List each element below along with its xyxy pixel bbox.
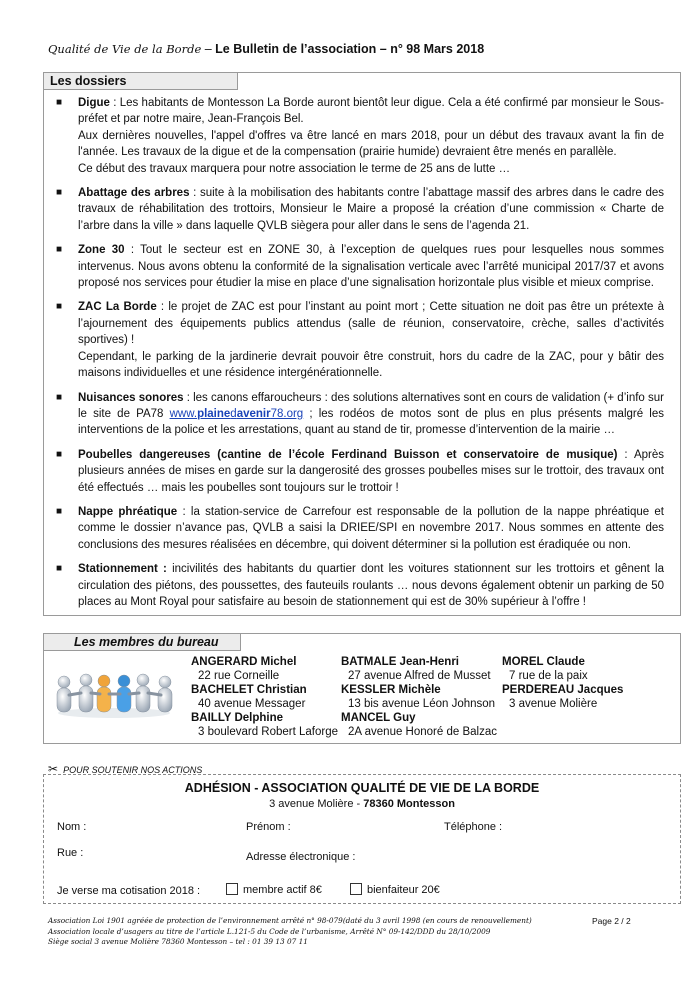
dossier-title: Poubelles dangereuses (cantine de l’école Ferdinand Buisson et conservatoire de musique) xyxy=(78,448,618,461)
membre-actif-option[interactable]: membre actif 8€ xyxy=(226,883,322,896)
bureau-member xyxy=(191,683,307,711)
dossier-text: : Après plusieurs années de mises en garde sur la dangerosité des grosses poubelles mises sur le trottoir, des travaux ont été effectués … mais les poubelles sont toujours sur le trottoir ! xyxy=(78,448,664,494)
dossier-text: : la station-service de Carrefour est responsable de la pollution de la nappe phréatique et comme le dossier n’avance pas, QVLB a saisi la DRIEE/SPI en novembre 2017. Nous sommes en attente des conclusions des mesures réalisées en décembre, qui doivent déterminer si la pollution est éradiquée ou non. xyxy=(78,505,664,551)
dossier-text: : Les habitants de Montesson La Borde auront bientôt leur digue. Cela a été confirmé par monsieur le Sous-préfet et par notre maire, Jean-François Bel. xyxy=(78,97,664,126)
dossier-title: Digue xyxy=(78,97,110,109)
dossier-item xyxy=(44,95,680,177)
dossier-title: Abattage des arbres xyxy=(78,187,190,200)
bulletin-title: Le Bulletin de l’association – n° 98 Mars 2018 xyxy=(215,42,485,56)
member-name: ANGERARD Michel xyxy=(191,656,297,668)
member-address: 40 avenue Messager xyxy=(198,698,306,710)
dossier-paragraph: Aux dernières nouvelles, l'appel d'offres va être lancé en mars 2018, pour un début des travaux avant la fin de l'année. Les travaux de la digue et de la compensation (prairie humide) devraient être menés en parallèle. xyxy=(78,129,664,159)
dossier-paragraph: Cependant, le parking de la jardinerie devrait pouvoir être construit, hors du cadre de la ZAC, pour y bâtir des maisons individuelles et une résidence intergénérationnelle. xyxy=(78,350,664,380)
association-name: Qualité de Vie de la Borde xyxy=(48,42,202,56)
member-address: 3 avenue Molière xyxy=(509,698,598,710)
bullet-icon: ■ xyxy=(56,563,63,575)
dossier-item xyxy=(44,185,680,234)
dossier-text: : le projet de ZAC est pour l’instant au point mort ; Cette situation ne doit pas être un prétexte à l’ajournement des équipements publics attendus (salle de réunion, conservatoire, crèche, salles d’activités sportives) ! xyxy=(78,301,664,347)
team-people-icon xyxy=(52,668,177,718)
dossier-item xyxy=(44,561,680,610)
bullet-icon: ■ xyxy=(56,391,63,403)
member-address: 13 bis avenue Léon Johnson xyxy=(348,698,496,710)
member-name: MOREL Claude xyxy=(502,656,585,668)
section-title: Les membres du bureau xyxy=(43,633,241,651)
member-name: BACHELET Christian xyxy=(191,684,307,696)
dossier-title: Zone 30 xyxy=(78,244,125,257)
dossier-item xyxy=(44,242,680,291)
member-name: PERDEREAU Jacques xyxy=(502,684,624,696)
bullet-icon: ■ xyxy=(56,187,63,199)
pa78-link[interactable]: www.plainedavenir78.org xyxy=(169,407,304,420)
dossier-item xyxy=(44,299,680,381)
bureau-member xyxy=(191,655,296,683)
dossier-item xyxy=(44,390,680,439)
cotisation-label: Je verse ma cotisation 2018 : xyxy=(57,885,201,897)
section-title: Les dossiers xyxy=(43,72,238,90)
telephone-field[interactable]: Téléphone : xyxy=(444,821,503,833)
bureau-member xyxy=(341,683,495,711)
scissors-icon: ✂ xyxy=(48,762,59,776)
member-address: 22 rue Corneille xyxy=(198,670,280,682)
bureau-member xyxy=(502,655,588,683)
bureau-member xyxy=(341,655,491,683)
prenom-field[interactable]: Prénom : xyxy=(246,821,291,833)
member-name: MANCEL Guy xyxy=(341,712,416,724)
nom-field[interactable]: Nom : xyxy=(57,821,87,833)
bullet-icon: ■ xyxy=(56,244,63,256)
bureau-member xyxy=(502,683,623,711)
dossiers-section xyxy=(43,72,681,616)
rue-field[interactable]: Rue : xyxy=(57,847,84,859)
form-address: 3 avenue Molière - 78360 Montesson xyxy=(269,798,455,810)
bureau-section xyxy=(43,633,681,744)
footer-legal xyxy=(48,916,532,948)
dossier-title: Stationnement : xyxy=(78,563,167,576)
dossier-title: ZAC La Borde xyxy=(78,301,157,314)
email-field[interactable]: Adresse électronique : xyxy=(246,851,356,863)
dossier-text: : suite à la mobilisation des habitants contre l’abattage massif des arbres dans le cadre des travaux de réhabilitation des trottoirs, Monsieur le Maire a proposé la création d’une commission « Charte de l’arbre dans la ville » dans laquelle QVLB siègera pour aller dans le sens de l’agenda 21. xyxy=(78,187,664,232)
footer-line: Siège social 3 avenue Molière 78360 Montesson – tel : 01 39 13 07 11 xyxy=(48,937,308,946)
bienfaiteur-checkbox[interactable] xyxy=(350,883,362,895)
dossier-paragraph: Ce début des travaux marquera pour notre association le terme de 25 ans de lutte … xyxy=(78,162,511,175)
form-title: ADHÉSION - ASSOCIATION QUALITÉ DE VIE DE LA BORDE xyxy=(184,781,540,795)
footer-line: Association Loi 1901 agréée de protection de l’environnement arrêté n° 98-079(daté du 3 avril 1998 (en cours de renouvellement) xyxy=(48,916,532,925)
support-label: ✂ POUR SOUTENIR NOS ACTIONS xyxy=(48,762,203,776)
member-name: BATMALE Jean-Henri xyxy=(341,656,459,668)
bureau-member xyxy=(191,711,338,739)
member-name: BAILLY Delphine xyxy=(191,712,284,724)
membership-form xyxy=(43,774,681,904)
member-address: 3 boulevard Robert Laforge xyxy=(198,726,339,738)
header-dash: – xyxy=(201,42,216,56)
dossier-list xyxy=(44,95,680,618)
dossier-item xyxy=(44,447,680,496)
bienfaiteur-option[interactable]: bienfaiteur 20€ xyxy=(350,883,440,896)
member-name: KESSLER Michèle xyxy=(341,684,441,696)
bullet-icon: ■ xyxy=(56,448,63,460)
dossier-text: : les canons effaroucheurs : des solutions alternatives sont en cours de validation (+ d’info sur le site de PA78 xyxy=(78,391,664,420)
member-address: 7 rue de la paix xyxy=(509,670,588,682)
membre-actif-checkbox[interactable] xyxy=(226,883,238,895)
page-header xyxy=(48,42,484,56)
member-address: 27 avenue Alfred de Musset xyxy=(348,670,491,682)
dossier-item xyxy=(44,504,680,553)
page-number: Page 2 / 2 xyxy=(592,916,631,926)
member-address: 2A avenue Honoré de Balzac xyxy=(348,726,497,738)
footer-line: Association locale d’usagers au titre de l’article L.121-5 du Code de l’urbanisme, Arrêté N° 09-142/DDD du 28/10/2009 xyxy=(48,926,491,936)
dossier-text: : Tout le secteur est en ZONE 30, à l’exception de quelques rues pour lesquelles nous sommes intervenus. Nous avons obtenu la conformité de la signalisation verticale avec l’arrêté municipal 2017/37 et avons proposé nos services pour étudier la mise en place d’une signalisation horizontale plus visible et mieux comprise. xyxy=(78,244,664,290)
dossier-text: incivilités des habitants du quartier dont les voitures stationnent sur les trottoirs et gênent la circulation des piétons, des poussettes, des fauteuils roulants … nous devons également obtenir un parking de 50 places au Mont Royal pour satisfaire au besoin de stationnement qui est de 30% supérieur à l’offre ! xyxy=(78,563,664,608)
dossier-text-after: ; les rodéos de motos sont de plus en plus présents malgré les interventions de la police et les arrestations, quant au stand de tir, promesse d’intervention de la mairie … xyxy=(78,407,664,437)
dossier-title: Nappe phréatique xyxy=(78,505,178,518)
bullet-icon: ■ xyxy=(56,301,63,313)
bureau-member xyxy=(341,711,497,739)
dossier-title: Nuisances sonores xyxy=(78,391,184,404)
bullet-icon: ■ xyxy=(56,505,63,517)
bullet-icon: ■ xyxy=(56,97,63,108)
